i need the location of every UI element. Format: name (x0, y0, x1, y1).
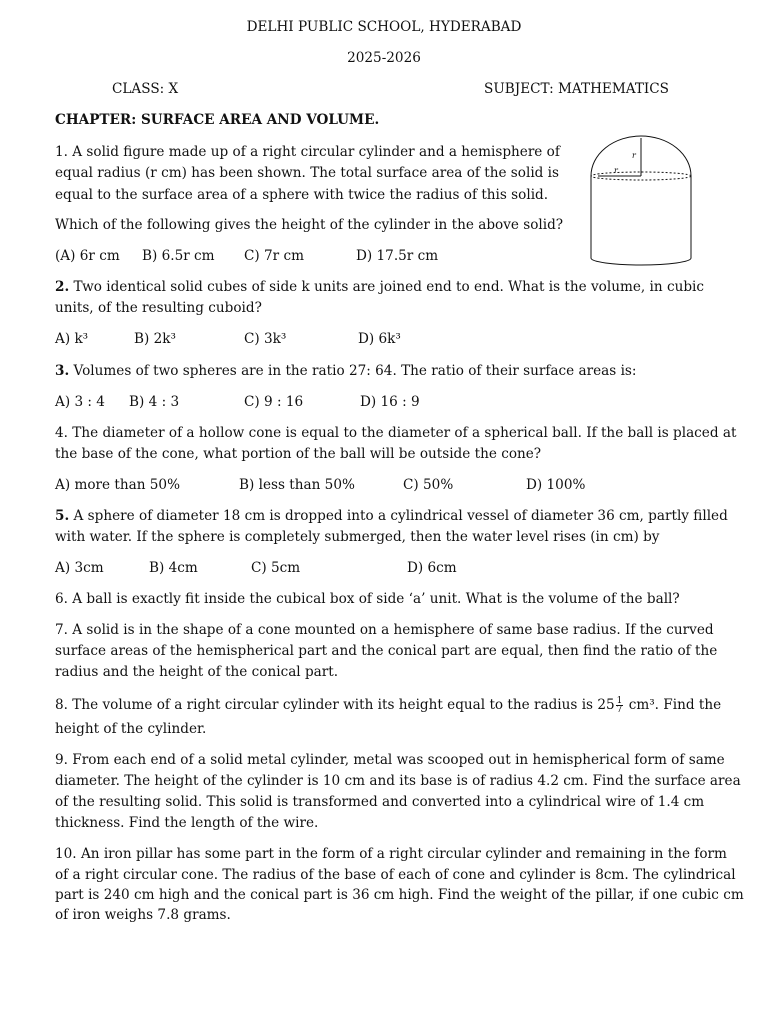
q4-option-d: D) 100% (526, 477, 586, 493)
q9-line4: thickness. Find the length of the wire. (55, 815, 319, 831)
q4-option-c: C) 50% (403, 477, 454, 493)
q10-line4: of iron weighs 7.8 grams. (55, 907, 231, 923)
q9-line2: diameter. The height of the cylinder is 10 cm and its base is of radius 4.2 cm. Find the surface area (55, 773, 741, 789)
q1-option-d: D) 17.5r cm (356, 248, 439, 264)
q8-fraction (616, 697, 624, 714)
q10-line2: of a right circular cone. The radius of the base of each of cone and cylinder is 8cm. The cylindrical (55, 867, 736, 883)
q8-text-post: cm³. Find the (624, 697, 722, 713)
q1-option-b: B) 6.5r cm (142, 248, 215, 264)
q2-line1 (55, 278, 704, 296)
q2-option-c: C) 3k³ (244, 331, 287, 347)
school-name: DELHI PUBLIC SCHOOL, HYDERABAD (246, 19, 522, 35)
q1-option-c: C) 7r cm (244, 248, 304, 264)
q8-line2: height of the cylinder. (55, 721, 207, 737)
q1-line4: Which of the following gives the height of the cylinder in the above solid? (55, 217, 564, 233)
q7-line3: radius and the height of the conical part. (55, 664, 339, 680)
chapter-title: CHAPTER: SURFACE AREA AND VOLUME. (55, 112, 380, 128)
q5-line1 (55, 507, 728, 525)
q8-text-pre: 8. The volume of a right circular cylinder with its height equal to the radius is 25 (55, 697, 615, 713)
q5-line2: with water. If the sphere is completely submerged, then the water level rises (in cm) by (55, 529, 660, 545)
q7-line1: 7. A solid is in the shape of a cone mounted on a hemisphere of same base radius. If the curved (55, 622, 714, 638)
q4-option-b: B) less than 50% (239, 477, 355, 493)
q3-line1 (55, 362, 636, 380)
q2-number: 2. (55, 279, 70, 295)
q3-option-d: D) 16 : 9 (360, 394, 420, 410)
class-label: CLASS: X (112, 81, 179, 97)
q5-option-c: C) 5cm (251, 560, 301, 576)
bottom-arc (591, 258, 691, 265)
q1-line1: 1. A solid figure made up of a right circular cylinder and a hemisphere of (55, 144, 560, 160)
q8-fraction-denominator: 7 (616, 705, 623, 715)
q3-option-c: C) 9 : 16 (244, 394, 304, 410)
q3-text: Volumes of two spheres are in the ratio 27: 64. The ratio of their surface areas is: (69, 363, 637, 379)
q4-line2: the base of the cone, what portion of the ball will be outside the cone? (55, 446, 542, 462)
academic-year: 2025-2026 (347, 50, 421, 66)
q2-line2: units, of the resulting cuboid? (55, 300, 262, 316)
q3-number: 3. (55, 363, 70, 379)
q2-option-d: D) 6k³ (358, 331, 401, 347)
q2-option-a: A) k³ (55, 331, 89, 347)
q4-option-a: A) more than 50% (55, 477, 180, 493)
q4-line1: 4. The diameter of a hollow cone is equal to the diameter of a spherical ball. If the ball is placed at (55, 425, 737, 441)
q9-line1: 9. From each end of a solid metal cylinder, metal was scooped out in hemispherical form of same (55, 752, 725, 768)
q10-line3: part is 240 cm high and the conical part is 36 cm high. Find the weight of the pillar, if one cubic cm (55, 887, 744, 903)
q2-option-b: B) 2k³ (134, 331, 176, 347)
cylinder-hemisphere-figure (586, 134, 696, 270)
radius-label-side: r (614, 166, 618, 175)
q1-option-a: (A) 6r cm (55, 248, 120, 264)
q2-text: Two identical solid cubes of side k units are joined end to end. What is the volume, in cubic (69, 279, 705, 295)
subject-label: SUBJECT: MATHEMATICS (484, 81, 669, 97)
q3-option-a: A) 3 : 4 (55, 394, 105, 410)
q5-option-a: A) 3cm (55, 560, 104, 576)
radius-label-top: r (632, 151, 636, 160)
q3-option-b: B) 4 : 3 (129, 394, 180, 410)
q5-number: 5. (55, 508, 70, 524)
q9-line3: of the resulting solid. This solid is transformed and converted into a cylindrical wire of 1.4 cm (55, 794, 705, 810)
q5-text: A sphere of diameter 18 cm is dropped into a cylindrical vessel of diameter 36 cm, partly filled (69, 508, 728, 524)
q8-line1 (55, 696, 721, 714)
q10-line1: 10. An iron pillar has some part in the form of a right circular cylinder and remaining in the form (55, 846, 727, 862)
q5-option-d: D) 6cm (407, 560, 457, 576)
q1-line3: equal to the surface area of a sphere with twice the radius of this solid. (55, 187, 549, 203)
q5-option-b: B) 4cm (149, 560, 198, 576)
q8-fraction-numerator: 1 (616, 696, 623, 706)
q1-line2: equal radius (r cm) has been shown. The total surface area of the solid is (55, 165, 560, 181)
q6-line1: 6. A ball is exactly fit inside the cubical box of side ‘a’ unit. What is the volume of the ball? (55, 591, 680, 607)
q7-line2: surface areas of the hemispherical part and the conical part are equal, then find the ratio of the (55, 643, 718, 659)
